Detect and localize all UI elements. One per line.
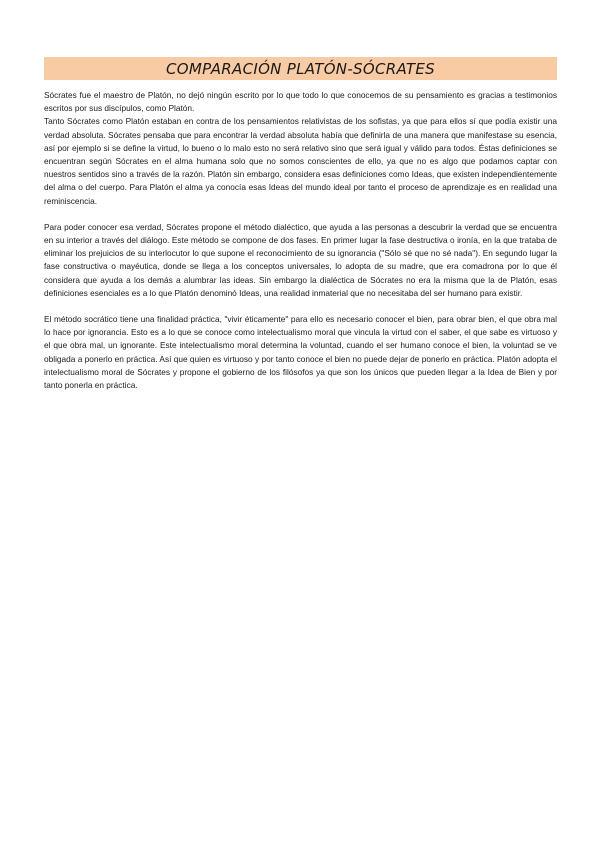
document-body — [44, 89, 557, 392]
paragraph-ideas: Tanto Sócrates como Platón estaban en contra de los pensamientos relativistas de los sofistas, ya que para ellos sí que podía existir una verdad absoluta. Sócrates pensaba que para encontrar la verdad absoluta había que definirla de una manera que manifestase su esencia, así por ejemplo si se define la virtud, lo bueno o lo malo esto no será relativo sino que será igual y válido para todos. Éstas definiciones se encuentran según Sócrates en el alma humana solo que no somos conscientes de ello, ya que no es algo que podamos captar con nuestros sentidos sino a través de la razón. Platón sin embargo, considera esas definiciones como Ideas, que existen independientemente del alma o del cuerpo. Para Platón el alma ya conocía esas Ideas del mundo ideal por tanto el proceso de aprendizaje es en realidad una reminiscencia. — [44, 116, 557, 206]
document-title: COMPARACIÓN PLATÓN-SÓCRATES — [166, 59, 435, 78]
paragraph-dialectic-method: Para poder conocer esa verdad, Sócrates propone el método dialéctico, que ayuda a las personas a descubrir la verdad que se encuentra en su interior a través del diálogo. Este método se compone de dos fases. En primer lugar la fase destructiva o ironía, en la que trataba de eliminar los prejuicios de su interlocutor lo que supone el reconocimiento de su ignorancia ("Sólo sé que no sé nada"). En segundo lugar la fase constructiva o mayéutica, donde se llega a los conceptos universales, lo adopta de su madre, que era comadrona por lo que él considera que ayuda a los demás a alumbrar las ideas. Sin embargo la dialéctica de Sócrates no era la misma que la de Platón, esas definiciones esenciales es a lo que Platón denominó Ideas, una realidad inmaterial que no necesitaba del ser humano para existir. — [44, 221, 557, 298]
paragraph-moral-intellectualism: El método socrático tiene una finalidad práctica, "vivir éticamente" para ello es necesario conocer el bien, para obrar bien, el que obra mal lo hace por ignorancia. Esto es a lo que se conoce como intelectualismo moral que vincula la virtud con el saber, el que sabe es virtuoso y el que obra mal, un ignorante. Este intelectualismo moral determina la voluntad, cuando el ser humano conoce el bien, la voluntad se ve obligada a ponerlo en práctica. Así que quien es virtuoso y por tanto conoce el bien no puede dejar de ponerlo en práctica. Platón adopta el intelectualismo moral de Sócrates y propone el gobierno de los filósofos ya que son los únicos que pueden llegar a la Idea de Bien y por tanto ponerla en práctica. — [44, 314, 557, 391]
title-banner — [44, 57, 557, 80]
paragraph-intro: Sócrates fue el maestro de Platón, no dejó ningún escrito por lo que todo lo que conocemos de su pensamiento es gracias a testimonios escritos por sus discípulos, como Platón. — [44, 90, 557, 114]
